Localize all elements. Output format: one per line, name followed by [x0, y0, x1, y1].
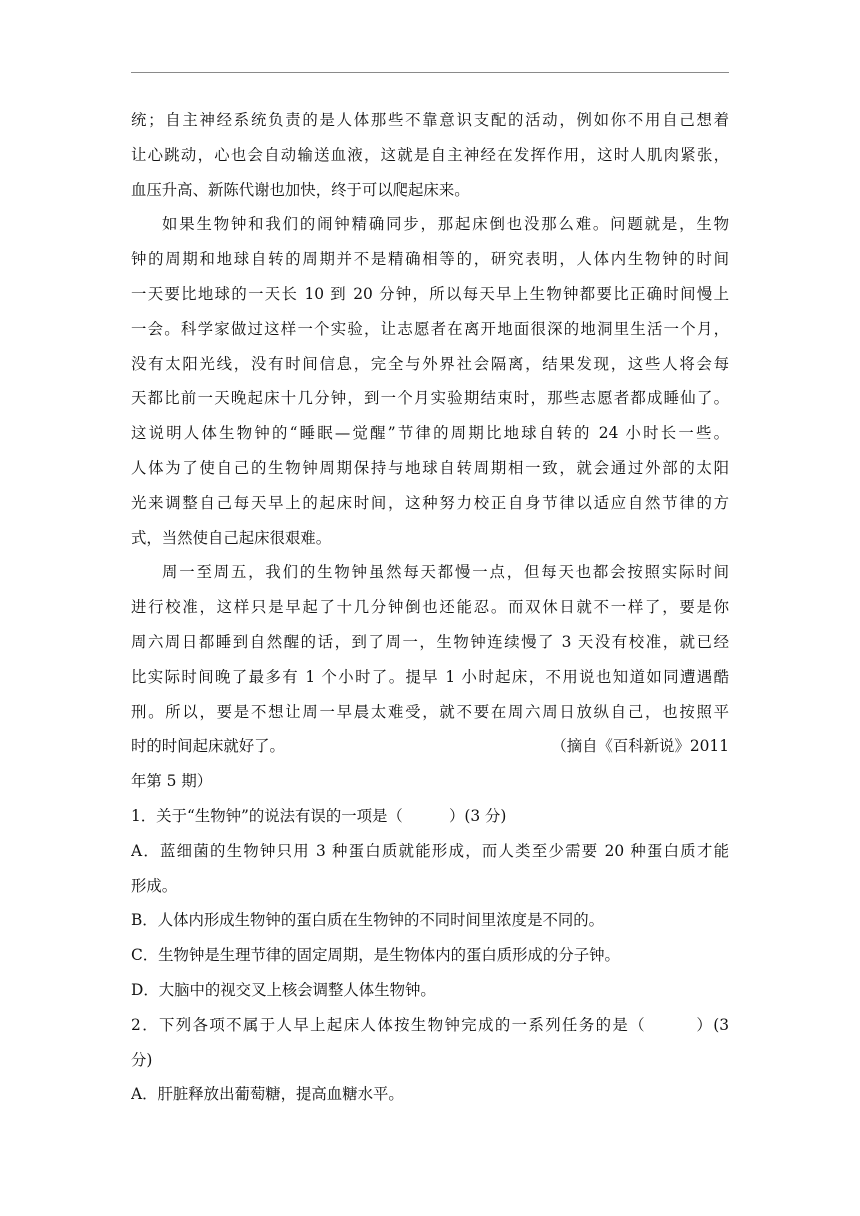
text-line: 没有太阳光线，没有时间信息，完全与外界社会隔离，结果发现，这些人将会每 [131, 354, 729, 373]
text-line: 如果生物钟和我们的闹钟精确同步，那起床倒也没那么难。问题就是，生物 [162, 215, 729, 234]
text-line: 光来调整自己每天早上的起床时间，这种努力校正自身节律以适应自然节律的方 [131, 493, 729, 512]
option-text: B．人体内形成生物钟的蛋白质在生物钟的不同时间里浓度是不同的。 [131, 911, 605, 930]
text-line: 血压升高、新陈代谢也加快，终于可以爬起床来。 [131, 180, 470, 199]
text-line: 式，当然使自己起床很艰难。 [131, 528, 332, 547]
option-text: A．肝脏释放出葡萄糖，提高血糖水平。 [131, 1085, 404, 1104]
option-text: D．大脑中的视交叉上核会调整人体生物钟。 [131, 980, 436, 999]
option-c [131, 938, 729, 973]
text-line: 比实际时间晚了最多有 1 个小时了。提早 1 小时起床，不用说也知道如同遭遇酷 [131, 667, 729, 686]
document-body [131, 103, 729, 1112]
source-citation-continued: 年第 5 期） [131, 772, 213, 791]
question-1 [131, 799, 729, 1008]
option-a [131, 1077, 729, 1112]
header-rule [131, 72, 729, 73]
option-b [131, 903, 729, 938]
question-stem: 1．关于“生物钟”的说法有误的一项是（ ）(3 分) [131, 806, 507, 825]
option-d [131, 973, 729, 1008]
option-text: 形成。 [131, 876, 178, 895]
text-line: 一天要比地球的一天长 10 到 20 分钟，所以每天早上生物钟都要比正确时间慢上 [131, 284, 729, 303]
passage-paragraph-1 [131, 103, 729, 207]
text-line: 这说明人体生物钟的“睡眠—觉醒”节律的周期比地球自转的 24 小时长一些。 [131, 424, 729, 443]
text-line: 一会。科学家做过这样一个实验，让志愿者在离开地面很深的地洞里生活一个月， [131, 319, 729, 338]
text-line: 进行校准，这样只是早起了十几分钟倒也还能忍。而双休日就不一样了，要是你 [131, 598, 729, 617]
text-line: 让心跳动，心也会自动输送血液，这就是自主神经在发挥作用，这时人肌肉紧张， [131, 145, 729, 164]
text-line: 人体为了使自己的生物钟周期保持与地球自转周期相一致，就会通过外部的太阳 [131, 458, 729, 477]
question-2 [131, 1008, 729, 1112]
source-citation: （摘自《百科新说》2011 [551, 737, 729, 756]
question-stem: 2．下列各项不属于人早上起床人体按生物钟完成的一系列任务的是（ ）(3 [131, 1015, 729, 1034]
text-line: 钟的周期和地球自转的周期并不是精确相等的，研究表明，人体内生物钟的时间 [131, 250, 729, 269]
text-line: 统；自主神经系统负责的是人体那些不靠意识支配的活动，例如你不用自己想着 [131, 111, 729, 129]
question-stem: 分) [131, 1050, 153, 1069]
closing-sentence: 时的时间起床就好了。 [131, 737, 285, 756]
text-line: 周一至周五，我们的生物钟虽然每天都慢一点，但每天也都会按照实际时间 [162, 563, 729, 582]
passage-paragraph-3 [131, 555, 729, 799]
option-text: A．蓝细菌的生物钟只用 3 种蛋白质就能形成，而人类至少需要 20 种蛋白质才能 [131, 841, 729, 860]
option-a [131, 834, 729, 904]
text-line: 刑。所以，要是不想让周一早晨太难受，就不要在周六周日放纵自己，也按照平 [131, 702, 729, 721]
option-text: C．生物钟是生理节律的固定周期，是生物体内的蛋白质形成的分子钟。 [131, 946, 620, 965]
text-line [131, 729, 729, 764]
text-line: 天都比前一天晚起床十几分钟，到一个月实验期结束时，那些志愿者都成睡仙了。 [131, 389, 729, 408]
passage-paragraph-2 [131, 207, 729, 555]
text-line: 周六周日都睡到自然醒的话，到了周一，生物钟连续慢了 3 天没有校准，就已经 [131, 632, 729, 651]
